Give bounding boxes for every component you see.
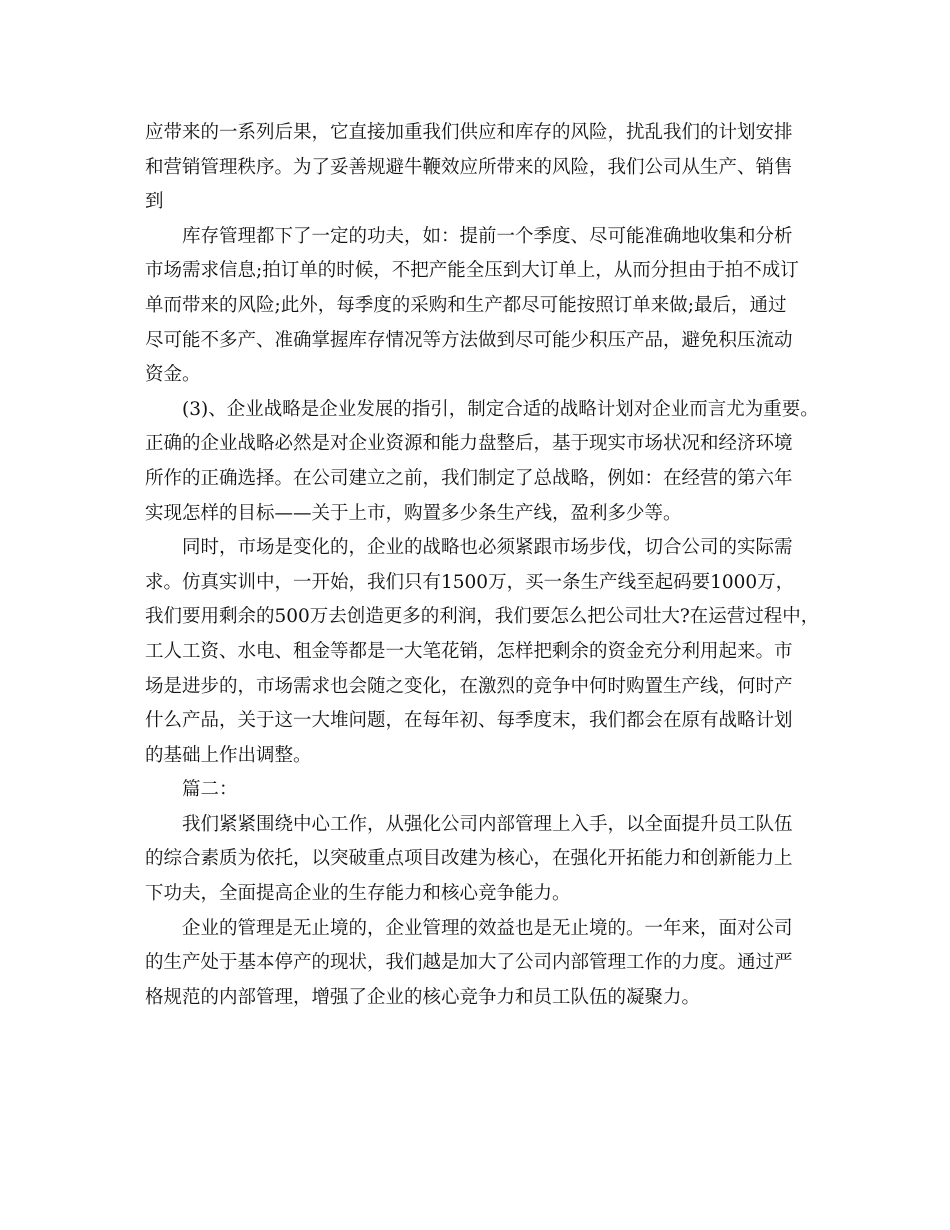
text-line: 企业的管理是无止境的，企业管理的效益也是无止境的。一年来，面对公司	[182, 917, 793, 939]
text-line: 库存管理都下了一定的功夫，如：提前一个季度、尽可能准确地收集和分析	[182, 225, 793, 247]
text-line: 的综合素质为依托，以突破重点项目改建为核心，在强化开拓能力和创新能力上	[145, 848, 793, 870]
text-line: (3)、企业战略是企业发展的指引，制定合适的战略计划对企业而言尤为重要。	[182, 398, 819, 420]
text-line: 我们要用剩余的500万去创造更多的利润，我们要怎么把公司壮大?在运营过程中，	[145, 606, 820, 628]
text-line: 工人工资、水电、租金等都是一大笔花销，怎样把剩余的资金充分利用起来。市	[145, 640, 793, 662]
text-line: 的基础上作出调整。	[145, 744, 312, 766]
text-line: 什么产品，关于这一大堆问题，在每年初、每季度末，我们都会在原有战略计划	[145, 710, 793, 732]
text-line: 应带来的一系列后果，它直接加重我们供应和库存的风险，扰乱我们的计划安排	[145, 122, 793, 143]
document-body	[145, 116, 835, 1015]
text-line: 求。仿真实训中，一开始，我们只有1500万，买一条生产线至起码要1000万，	[145, 571, 795, 593]
text-line: 市场需求信息;拍订单的时候，不把产能全压到大订单上，从而分担由于拍不成订	[145, 260, 799, 282]
text-line: 篇二：	[182, 779, 238, 801]
text-line: 和营销管理秩序。为了妥善规避牛鞭效应所带来的风险，我们公司从生产、销售	[145, 156, 793, 178]
text-line: 所作的正确选择。在公司建立之前，我们制定了总战略，例如：在经营的第六年	[145, 467, 793, 489]
text-line: 正确的企业战略必然是对企业资源和能力盘整后，基于现实市场状况和经济环境	[145, 433, 793, 455]
text-line: 下功夫，全面提高企业的生存能力和核心竞争能力。	[145, 883, 571, 905]
text-line: 资金。	[145, 364, 201, 386]
text-line: 尽可能不多产、准确掌握库存情况等方法做到尽可能少积压产品，避免积压流动	[145, 329, 793, 351]
text-line: 同时，市场是变化的，企业的战略也必须紧跟市场步伐，切合公司的实际需	[182, 537, 793, 559]
text-line: 实现怎样的目标——关于上市，购置多少条生产线，盈利多少等。	[145, 502, 682, 524]
text-line: 我们紧紧围绕中心工作，从强化公司内部管理上入手，以全面提升员工队伍	[182, 813, 793, 835]
text-line: 到	[145, 191, 164, 213]
text-line: 格规范的内部管理，增强了企业的核心竞争力和员工队伍的凝聚力。	[145, 986, 701, 1008]
text-line: 单而带来的风险;此外，每季度的采购和生产都尽可能按照订单来做;最后，通过	[145, 294, 787, 316]
text-line: 的生产处于基本停产的现状，我们越是加大了公司内部管理工作的力度。通过严	[145, 952, 793, 974]
text-line: 场是进步的，市场需求也会随之变化，在激烈的竞争中何时购置生产线，何时产	[145, 675, 793, 697]
